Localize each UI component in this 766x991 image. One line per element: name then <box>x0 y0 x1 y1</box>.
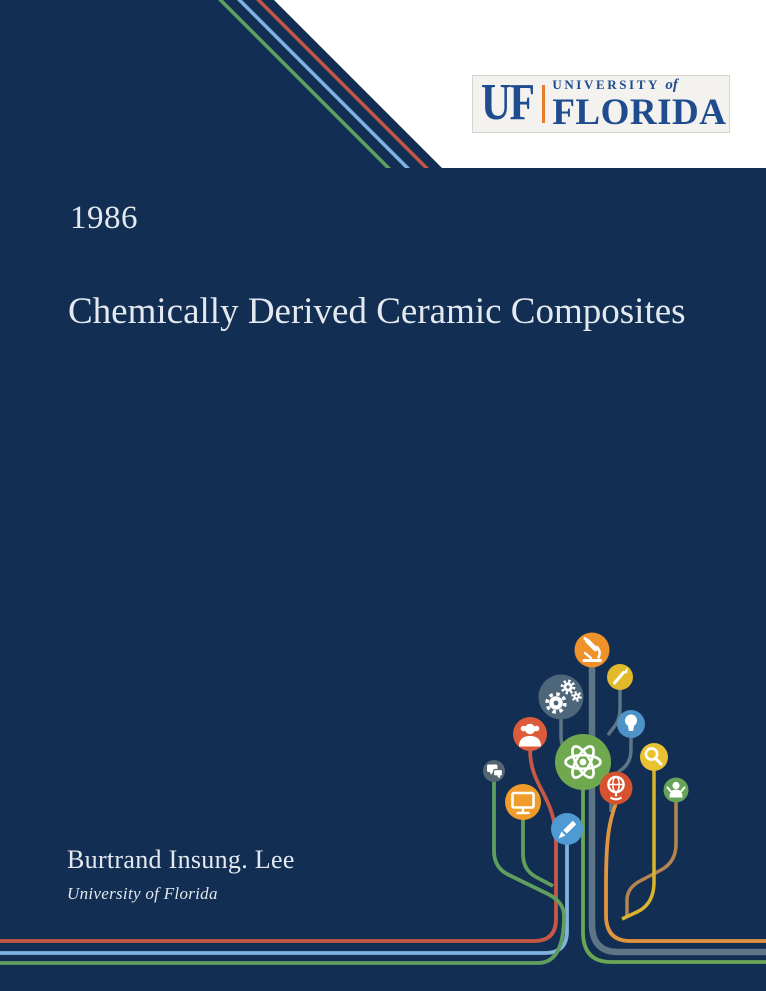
monitor-circle <box>505 784 541 820</box>
cover-title: Chemically Derived Ceramic Composites <box>68 291 686 332</box>
microscope-circle <box>575 633 610 668</box>
author-affiliation: University of Florida <box>67 884 218 903</box>
pencil-node <box>551 813 583 845</box>
tree-nodes <box>483 633 689 846</box>
chat-node <box>483 760 505 782</box>
tree-branches <box>0 660 766 963</box>
gears-node <box>539 675 584 720</box>
monitor-stem <box>523 819 553 886</box>
author-block <box>67 845 295 904</box>
globe-node <box>600 772 633 805</box>
publication-year: 1986 <box>70 200 138 236</box>
magnifier-node <box>640 743 668 771</box>
uf-university-word: UNIVERSITY <box>552 76 660 92</box>
uf-monogram: UF <box>481 74 534 131</box>
trunk-slate-line <box>592 660 766 952</box>
child-node <box>664 778 689 803</box>
paintbrush-node <box>607 664 633 690</box>
uf-of-word: of <box>665 76 678 93</box>
lightbulb-node <box>617 710 645 738</box>
monitor-node <box>505 784 541 820</box>
magnifier-circle <box>640 743 668 771</box>
person-node <box>513 717 547 751</box>
microscope-node <box>575 633 610 668</box>
author-name: Burtrand Insung. Lee <box>67 845 295 874</box>
globe-stem-orange-line <box>606 803 766 941</box>
uf-florida-word: FLORIDA <box>552 91 727 133</box>
